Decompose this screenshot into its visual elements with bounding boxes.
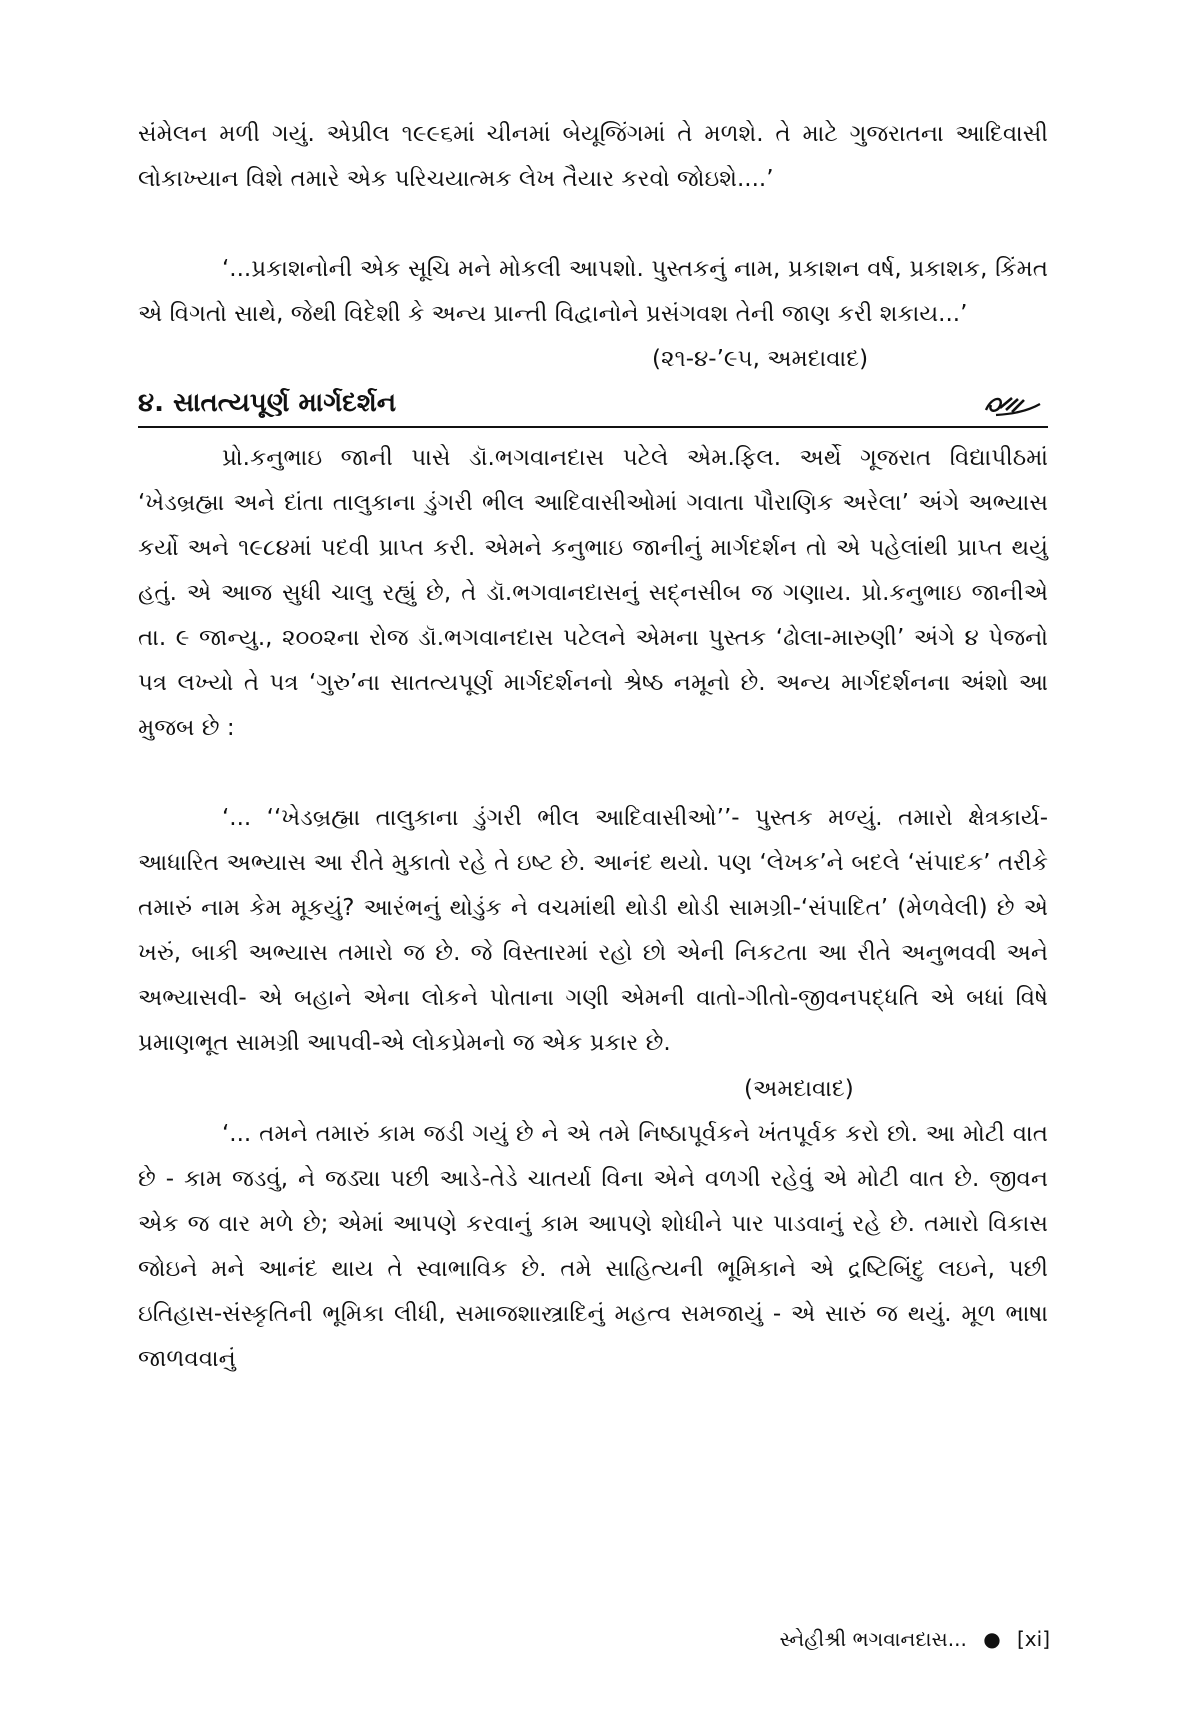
flourish-icon (982, 390, 1044, 424)
bullet-icon: ● (983, 1627, 1001, 1651)
paragraph-5: ‘... તમને તમારું કામ જડી ગયું છે ને એ તમે નિષ્ઠાપૂર્વકને ખંતપૂર્વક કરો છો. આ મોટી વાત છે - કામ જડવું, ને જડ્યા પછી આડે-તેડે ચાતર્યા વિના એને વળગી રહેવું એ મોટી વાત છે. જીવન એક જ વાર મળે છે; એમાં આપણે કરવાનું કામ આપણે શોધીને પાર પાડવાનું રહે છે. તમારો વિકાસ જોઇને મને આનંદ થાય તે સ્વાભાવિક છે. તમે સાહિત્યની ભૂમિકાને એ દ્રષ્ટિબિંદુ લઇને, પછી ઇતિહાસ-સંસ્કૃતિની ભૂમિકા લીધી, સમાજશાસ્ત્રાદિનું મહત્વ સમજાયું - એ સારું જ થયું. મૂળ ભાષા જાળવવાનું (138, 1121, 1048, 1372)
section-heading-block (138, 382, 1048, 428)
section-heading: ૪. સાતત્યપૂર્ણ માર્ગદર્શન (138, 388, 397, 418)
page-footer (779, 1624, 1050, 1654)
paragraph-2: ‘...પ્રકાશનોની એક સૂચિ મને મોકલી આપશો. પુસ્તકનું નામ, પ્રકાશન વર્ષ, પ્રકાશક, કિંમત એ વિગતો સાથે, જેથી વિદેશી કે અન્ય પ્રાન્તી વિદ્વાનોને પ્રસંગવશ તેની જાણ કરી શકાય...’ (138, 256, 1048, 327)
paragraph-4-date: (અમદાવાદ) (744, 1076, 854, 1102)
paragraph-1: સંમેલન મળી ગયું. એપ્રીલ ૧૯૯૬માં ચીનમાં બેયૂજિંગમાં તે મળશે. તે માટે ગુજરાતના આદિવાસી લોકાખ્યાન વિશે તમારે એક પરિચયાત્મક લેખ તૈયાર કરવો જોઇશે....’ (138, 121, 1048, 192)
running-title: સ્નેહીશ્રી ભગવાનદાસ... (779, 1627, 967, 1651)
page-number: [xi] (1017, 1627, 1050, 1651)
paragraph-2-date: (૨૧-૪-’૯૫, અમદાવાદ) (652, 346, 869, 372)
heading-underline (138, 426, 1048, 428)
paragraph-4: ‘... ‘‘ખેડબ્રહ્મા તાલુકાના ડુંગરી ભીલ આદિવાસીઓ’’- પુસ્તક મળ્યું. તમારો ક્ષેત્રકાર્ય-આધારિત અભ્યાસ આ રીતે મુકાતો રહે તે ઇષ્ટ છે. આનંદ થયો. પણ ‘લેખક’ને બદલે ‘સંપાદક’ તરીકે તમારું નામ કેમ મૂકયું? આરંભનું થોડુંક ને વચમાંથી થોડી થોડી સામગ્રી-‘સંપાદિત’ (મેળવેલી) છે એ ખરું, બાકી અભ્યાસ તમારો જ છે. જે વિસ્તારમાં રહો છો એની નિકટતા આ રીતે અનુભવવી અને અભ્યાસવી- એ બહાને એના લોકને પોતાના ગણી એમની વાતો-ગીતો-જીવનપદ્ધતિ એ બધાં વિષે પ્રમાણભૂત સામગ્રી આપવી-એ લોકપ્રેમનો જ એક પ્રકાર છે. (138, 805, 1048, 1056)
paragraph-3: પ્રો.કનુભાઇ જાની પાસે ડૉ.ભગવાનદાસ પટેલે એમ.ફિલ. અર્થે ગૂજરાત વિદ્યાપીઠમાં ‘ખેડબ્રહ્મા અને દાંતા તાલુકાના ડુંગરી ભીલ આદિવાસીઓમાં ગવાતા પૌરાણિક અરેલા’ અંગે અભ્યાસ કર્યો અને ૧૯૮૪માં પદવી પ્રાપ્ત કરી. એમને કનુભાઇ જાનીનું માર્ગદર્શન તો એ પહેલાંથી પ્રાપ્ત થયું હતું. એ આજ સુધી ચાલુ રહ્યું છે, તે ડૉ.ભગવાનદાસનું સદ્નસીબ જ ગણાય. પ્રો.કનુભાઇ જાનીએ તા. ૯ જાન્યુ., ૨૦૦૨ના રોજ ડૉ.ભગવાનદાસ પટેલને એમના પુસ્તક ‘ઢોલા-મારુણી’ અંગે ૪ પેજનો પત્ર લખ્યો તે પત્ર ‘ગુરુ’ના સાતત્યપૂર્ણ માર્ગદર્શનનો શ્રેષ્ઠ નમૂનો છે. અન્ય માર્ગદર્શનના અંશો આ મુજબ છે : (138, 445, 1048, 741)
